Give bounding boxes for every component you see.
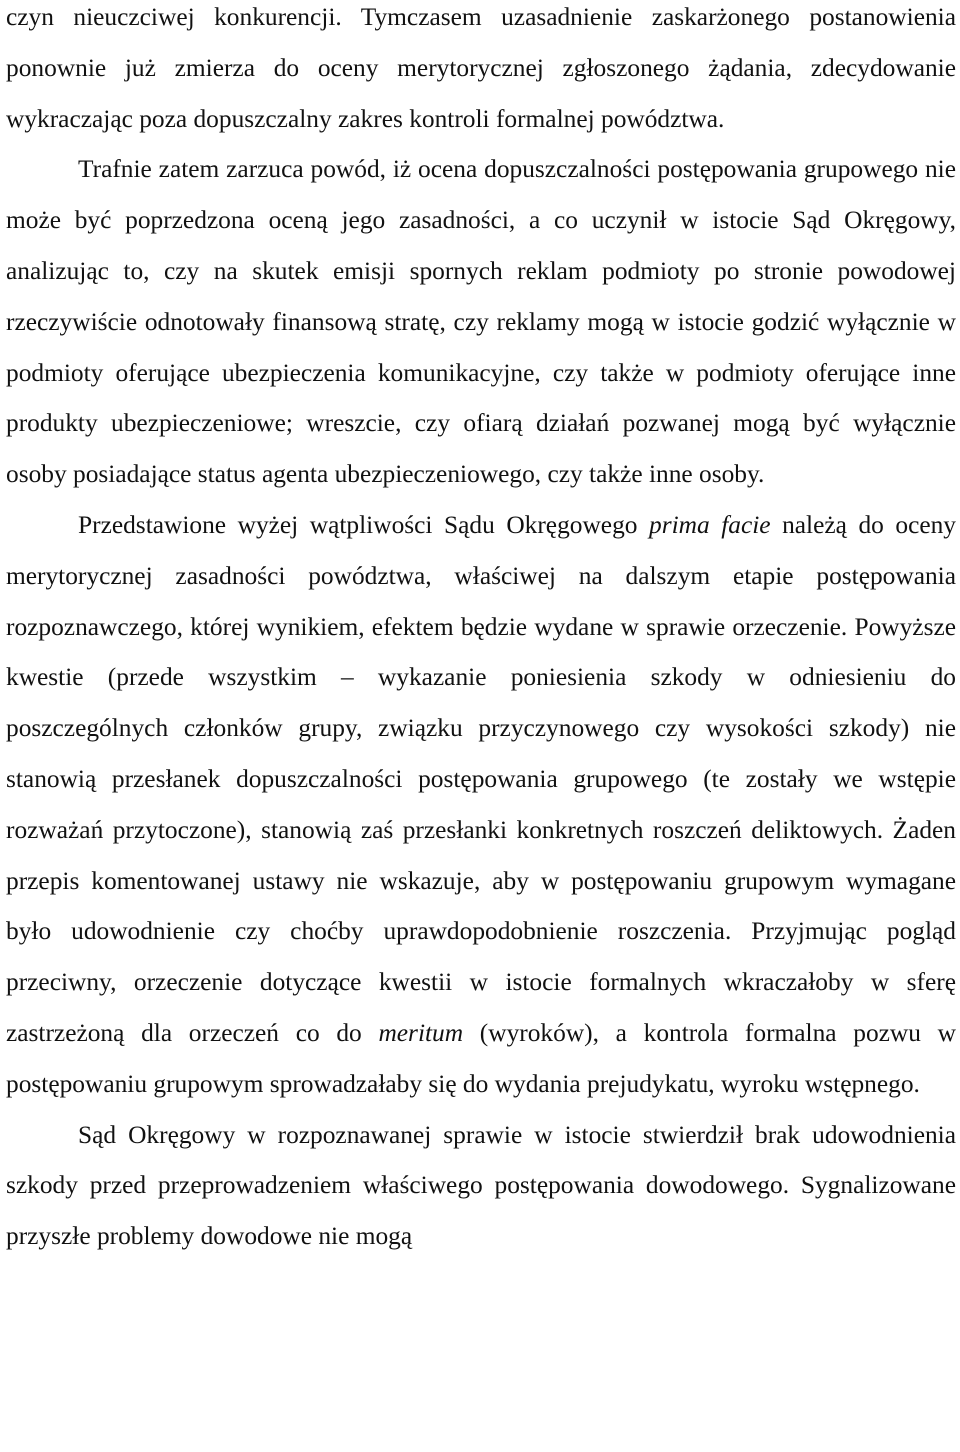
paragraph-4-text: Sąd Okręgowy w rozpoznawanej sprawie w istocie stwierdził brak udowodnienia szkody przed przeprowadzeniem właściwego postępowania dowodowego. Sygnalizowane przyszłe problemy dowodowe nie mogą [6,1120,956,1251]
document-page [6,0,956,1262]
paragraph-3 [6,500,956,1110]
paragraph-3-text-a: Przedstawione wyżej wątpliwości Sądu Okręgowego [78,510,649,539]
paragraph-4 [6,1110,956,1262]
paragraph-1 [6,0,956,144]
paragraph-2 [6,144,956,500]
paragraph-3-italic-meritum: meritum [378,1018,464,1047]
paragraph-3-text-c: (wyroków), a kontrola formalna pozwu w postępowaniu grupowym sprowadzałaby się do wydania prejudykatu, wyroku wstępnego. [6,1018,956,1098]
paragraph-3-text-b: należą do oceny merytorycznej zasadności powództwa, właściwej na dalszym etapie postępowania rozpoznawczego, której wynikiem, efektem będzie wydane w sprawie orzeczenie. Powyższe kwestie (przede wszystkim – wykazanie poniesienia szkody w odniesieniu do poszczególnych członków grupy, związku przyczynowego czy wysokości szkody) nie stanowią przesłanek dopuszczalności postępowania grupowego (te zostały we wstępie rozważań przytoczone), stanowią zaś przesłanki konkretnych roszczeń deliktowych. Żaden przepis komentowanej ustawy nie wskazuje, aby w postępowaniu grupowym wymagane było udowodnienie czy choćby uprawdopodobnienie roszczenia. Przyjmując pogląd przeciwny, orzeczenie dotyczące kwestii w istocie formalnych wkraczałoby w sferę zastrzeżoną dla orzeczeń co do [6,510,956,1047]
paragraph-3-italic-prima-facie: prima facie [649,510,771,539]
paragraph-2-text: Trafnie zatem zarzuca powód, iż ocena dopuszczalności postępowania grupowego nie może być poprzedzona oceną jego zasadności, a co uczynił w istocie Sąd Okręgowy, analizując to, czy na skutek emisji spornych reklam podmioty po stronie powodowej rzeczywiście odnotowały finansową stratę, czy reklamy mogą w istocie godzić wyłącznie w podmioty oferujące ubezpieczenia komunikacyjne, czy także w podmioty oferujące inne produkty ubezpieczeniowe; wreszcie, czy ofiarą działań pozwanej mogą być wyłącznie osoby posiadające status agenta ubezpieczeniowego, czy także inne osoby. [6,155,956,489]
paragraph-1-text: czyn nieuczciwej konkurencji. Tymczasem uzasadnienie zaskarżonego postanowienia ponownie już zmierza do oceny merytorycznej zgłoszonego żądania, zdecydowanie wykraczając poza dopuszczalny zakres kontroli formalnej powództwa. [6,3,956,133]
